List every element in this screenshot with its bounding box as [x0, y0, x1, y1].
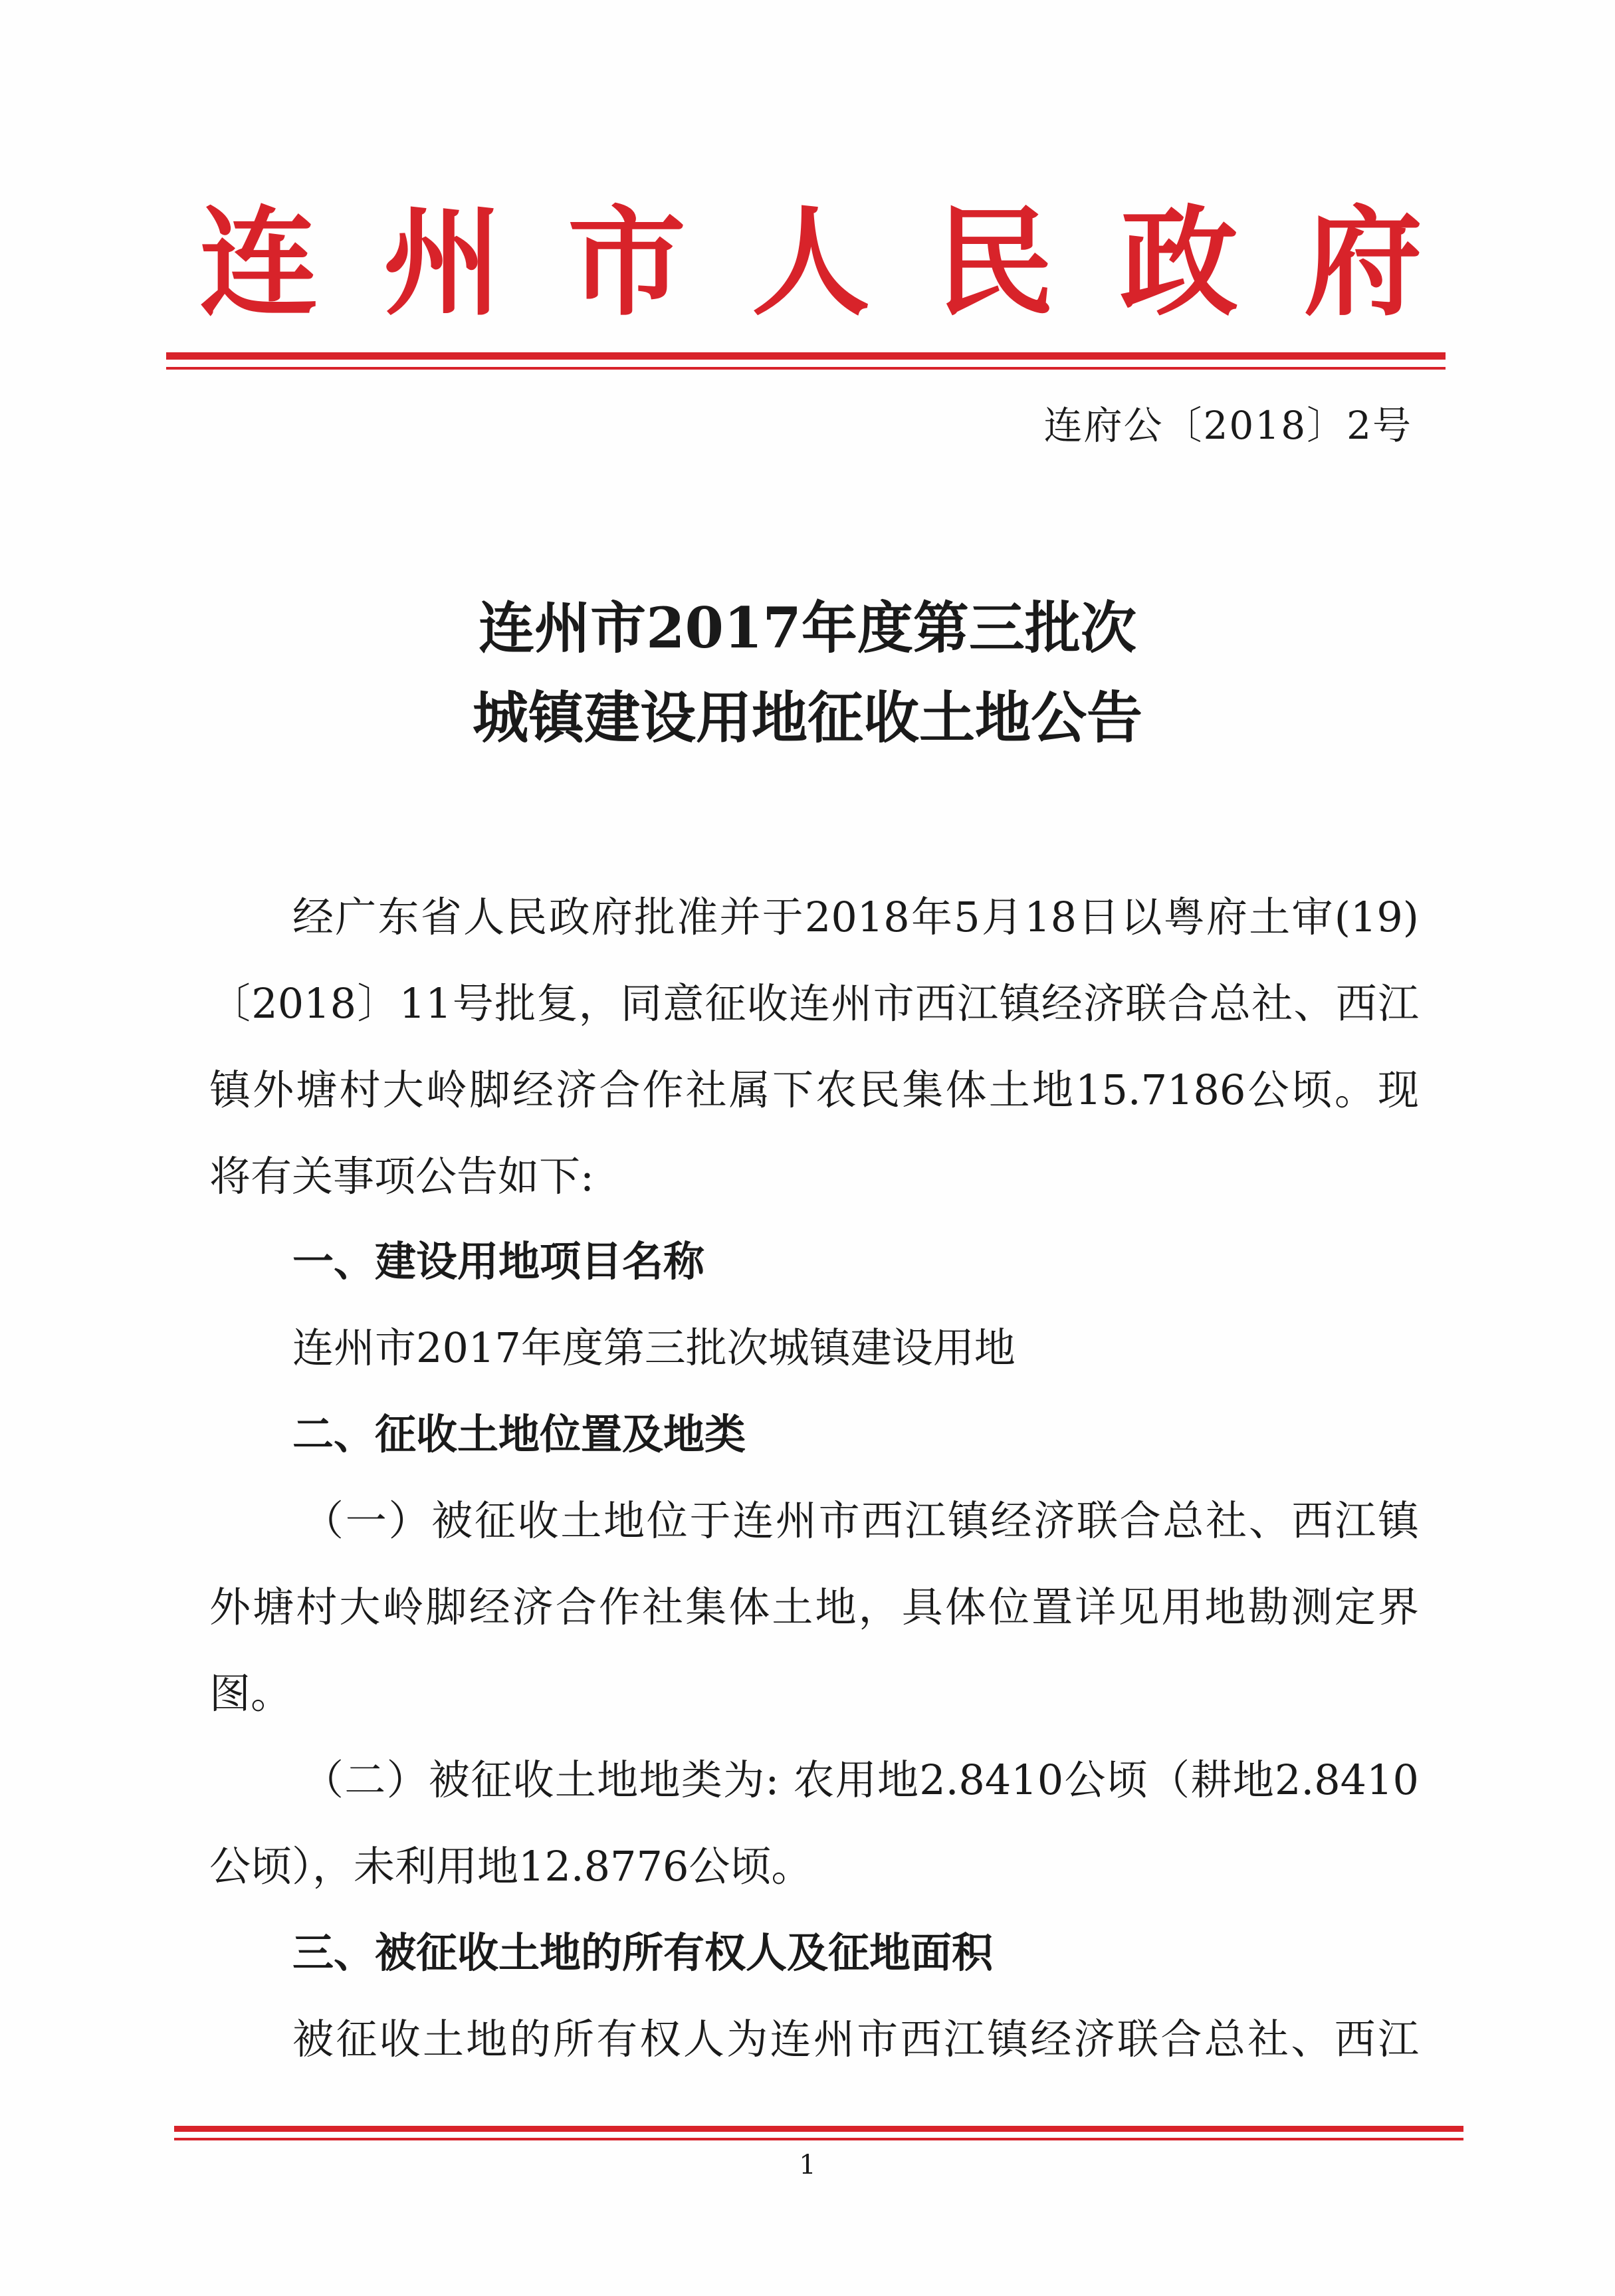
section-1-heading: 一、建设用地项目名称 [292, 1237, 705, 1286]
footer-rule-thin [174, 2138, 1463, 2140]
intro-line-2: 〔2018〕11号批复，同意征收连州市西江镇经济联合总社、西江 [209, 979, 1419, 1028]
section-2-item-2-line-2: 公顷），未利用地12.8776公顷。 [209, 1842, 813, 1891]
footer-rule-thick [174, 2126, 1463, 2132]
title-line-1: 连州市2017年度第三批次 [479, 595, 1136, 661]
intro-line-4: 将有关事项公告如下: [209, 1152, 594, 1201]
masthead-char: 市 [568, 193, 686, 332]
section-3-heading: 三、被征收土地的所有权人及征地面积 [292, 1928, 994, 1977]
section-3-body-line-1: 被征收土地的所有权人为连州市西江镇经济联合总社、西江 [292, 2015, 1419, 2063]
title-line-2: 城镇建设用地征收土地公告 [472, 685, 1142, 750]
section-2-item-1-line-1: （一）被征收土地位于连州市西江镇经济联合总社、西江镇 [302, 1496, 1419, 1545]
intro-line-3: 镇外塘村大岭脚经济合作社属下农民集体土地15.7186公顷。现 [209, 1066, 1419, 1114]
masthead-char: 人 [752, 193, 870, 332]
section-1-body: 连州市2017年度第三批次城镇建设用地 [292, 1323, 1016, 1372]
masthead-char: 州 [383, 193, 502, 332]
section-2-item-1-line-2: 外塘村大岭脚经济合作社集体土地，具体位置详见用地勘测定界 [209, 1583, 1419, 1631]
masthead-char: 府 [1304, 193, 1422, 332]
section-2-item-2-line-1: （二）被征收土地地类为: 农用地2.8410公顷（耕地2.8410 [302, 1756, 1419, 1804]
masthead-char: 连 [199, 193, 318, 332]
section-2-item-1-line-3: 图。 [209, 1669, 292, 1718]
masthead-char: 政 [1120, 193, 1238, 332]
masthead [199, 193, 1422, 332]
header-rule-thin [166, 367, 1446, 370]
page-number: 1 [799, 2150, 816, 2180]
document-number: 连府公〔2018〕2号 [1043, 403, 1412, 448]
header-rule-thick [166, 352, 1446, 360]
masthead-char: 民 [936, 193, 1054, 332]
section-2-heading: 二、征收土地位置及地类 [292, 1410, 746, 1458]
intro-line-1: 经广东省人民政府批准并于2018年5月18日以粤府土审(19) [292, 893, 1419, 941]
